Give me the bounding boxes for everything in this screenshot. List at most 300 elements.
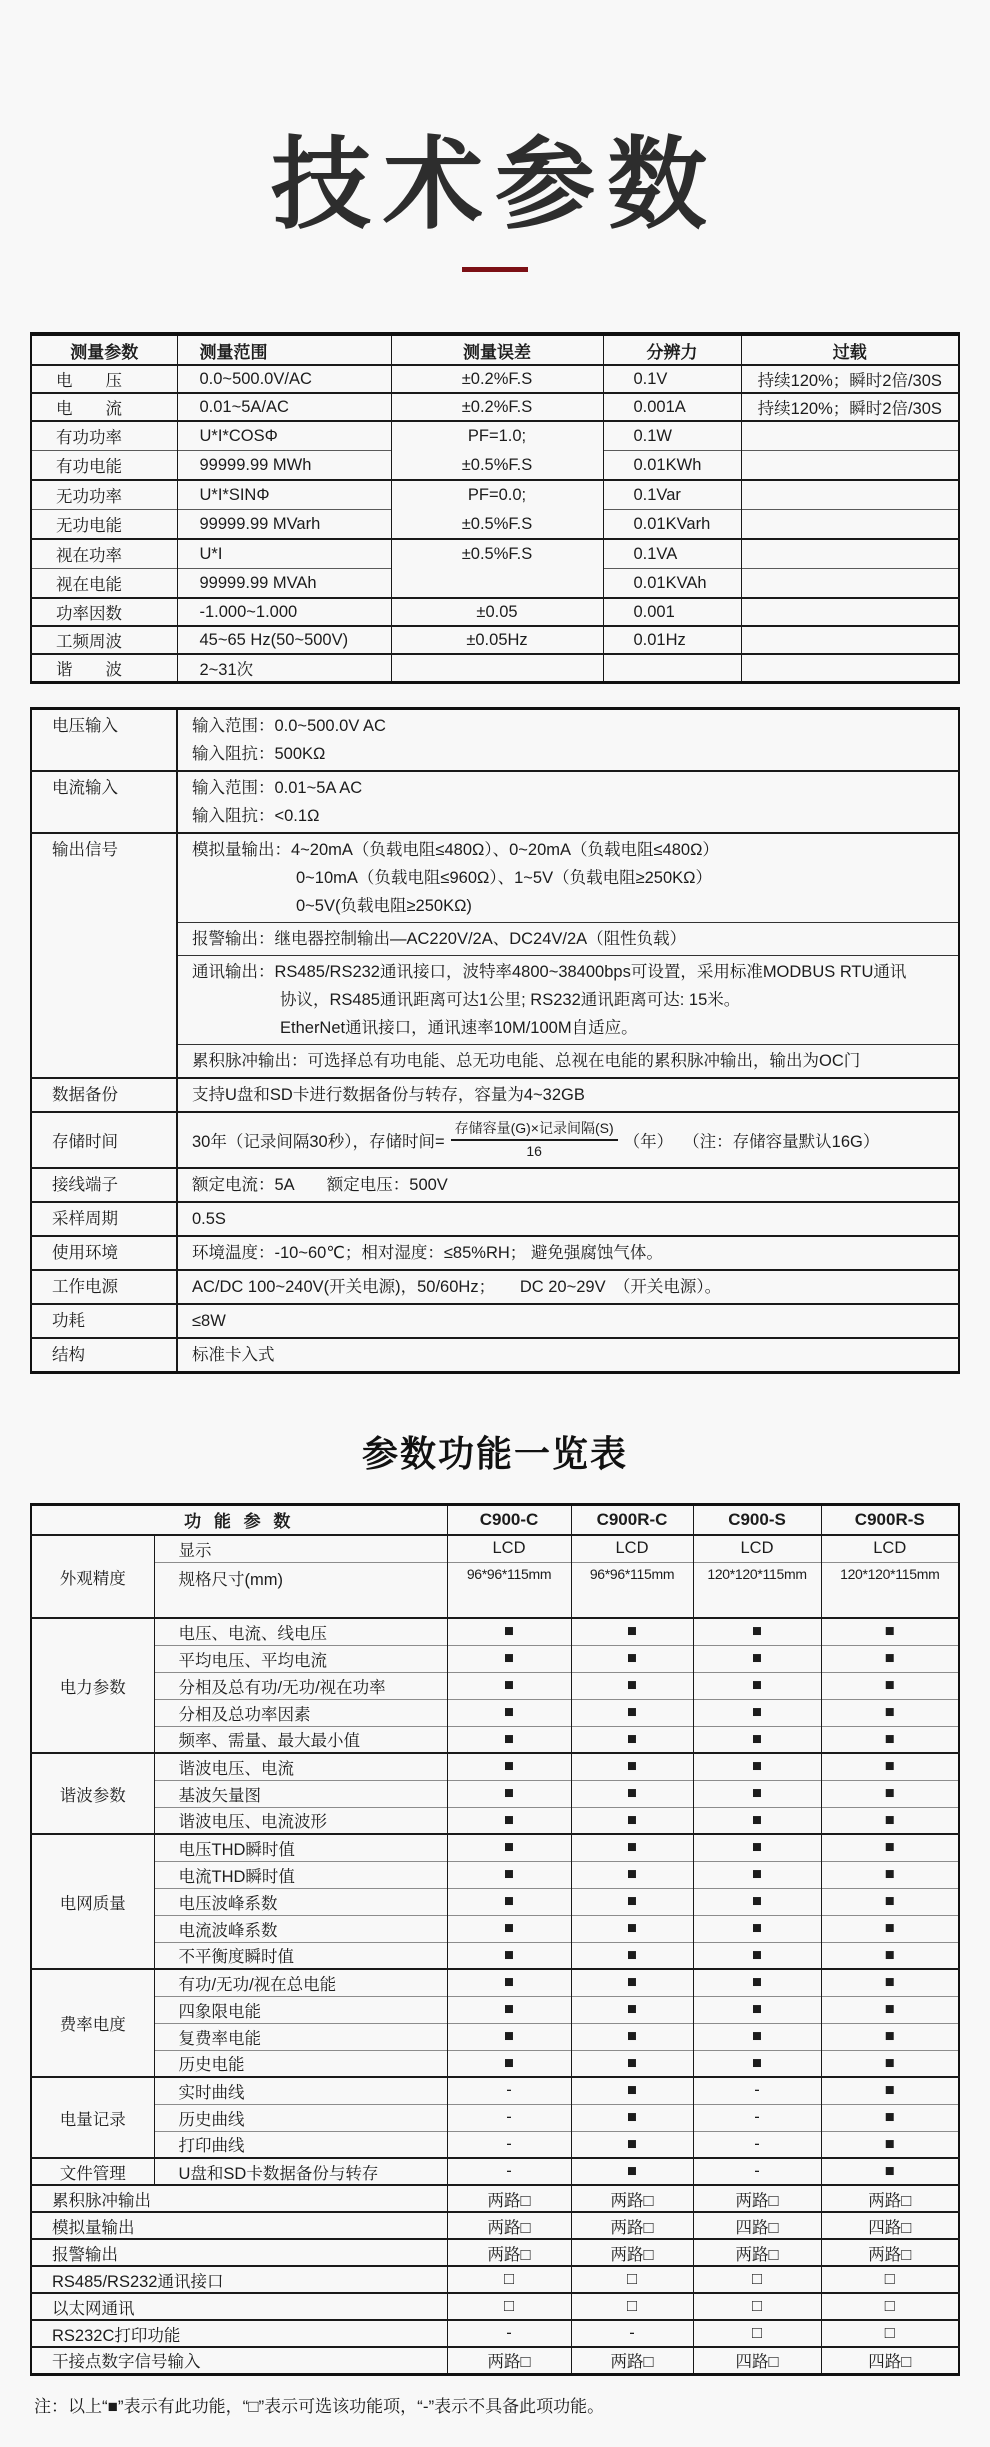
feature-value: ■ [821,1915,959,1942]
spec-cell [741,480,959,510]
feature-value: ■ [447,1915,571,1942]
io-line: 输入范围：0.01~5A AC [192,778,363,797]
io-line: 输入阻抗：500KΩ [192,744,326,763]
feature-value: LCD [821,1535,959,1562]
feature-label: 平均电压、平均电流 [154,1645,447,1672]
feature-value: ■ [447,1969,571,1996]
feature-value: □ [821,2293,959,2320]
func-row [31,2158,959,2185]
io-row-content [177,1338,959,1373]
measurement-spec-table [30,332,960,684]
spec-cell: 功率因数 [31,598,177,626]
feature-value: 96*96*115mm [571,1562,693,1618]
spec-col-header: 测量参数 [31,334,177,365]
feature-value: 两路□ [821,2239,959,2266]
storage-formula [178,1113,958,1167]
io-line: 环境温度：-10~60℃；相对湿度：≤85%RH； 避免强腐蚀气体。 [192,1243,663,1262]
spec-cell: 电 压 [31,365,177,393]
io-row-label: 工作电源 [31,1270,177,1304]
feature-value: ■ [447,1996,571,2023]
feature-value: ■ [693,1834,821,1861]
feature-value: ■ [447,1807,571,1834]
spec-row [31,598,959,626]
feature-value: ■ [693,1888,821,1915]
feature-value: - [447,2158,571,2185]
feature-label: 谐波电压、电流波形 [154,1807,447,1834]
func-row [31,2293,959,2320]
storage-prefix: 30年（记录间隔30秒），存储时间= [192,1132,445,1151]
func-row [31,1535,959,1562]
io-block [178,1339,958,1371]
io-row [31,1168,959,1202]
spec-cell: 无功电能 [31,510,177,540]
feature-value: ■ [571,1915,693,1942]
spec-cell: 0.1V [603,365,741,393]
io-row-label: 结构 [31,1338,177,1373]
spec-cell: 视在电能 [31,569,177,599]
feature-label: 打印曲线 [154,2131,447,2158]
feature-value: ■ [821,1753,959,1780]
feature-value: - [693,2077,821,2104]
io-line: EtherNet通讯接口，通讯速率10M/100M自适应。 [280,1018,638,1037]
feature-value: 两路□ [447,2347,571,2374]
feature-value: ■ [571,2023,693,2050]
feature-value: 两路□ [571,2212,693,2239]
group-label: 外观精度 [31,1535,154,1618]
feature-value: ■ [821,1834,959,1861]
io-row [31,1270,959,1304]
feature-value: 两路□ [693,2239,821,2266]
io-row-content [177,1236,959,1270]
io-row [31,1112,959,1168]
spec-row [31,421,959,451]
spec-col-header: 测量误差 [391,334,603,365]
io-block [178,1271,958,1303]
group-label: 电量记录 [31,2077,154,2158]
feature-label: 干接点数字信号输入 [31,2347,447,2374]
feature-value: ■ [693,1699,821,1726]
spec-cell: -1.000~1.000 [177,598,391,626]
fraction-numerator: 存储容量(G)×记录间隔(S) [451,1118,618,1141]
spec-col-header: 测量范围 [177,334,391,365]
feature-value: □ [571,2293,693,2320]
spec-cell [391,480,603,539]
feature-label: 实时曲线 [154,2077,447,2104]
feature-value: ■ [693,1861,821,1888]
spec-cell: 工频周波 [31,626,177,654]
feature-value: ■ [821,2131,959,2158]
spec-row [31,654,959,682]
func-row [31,1942,959,1969]
feature-value: ■ [693,1969,821,1996]
func-row [31,1753,959,1780]
footnote: 注：以上“■”表示有此功能，“□”表示可选该功能项，“-”表示不具备此项功能。 [34,2396,605,2416]
io-row-content [177,771,959,833]
feature-value: 两路□ [693,2185,821,2212]
func-row [31,2077,959,2104]
spec-row [31,480,959,510]
spec-cell-line [392,569,603,598]
feature-value: ■ [571,1672,693,1699]
feature-value: □ [693,2266,821,2293]
spec-cell: 0.01~5A/AC [177,393,391,421]
feature-value: ■ [821,1807,959,1834]
spec-cell: 2~31次 [177,654,391,682]
io-block [178,1305,958,1337]
function-comparison-table [30,1503,960,2376]
spec-header-row [31,334,959,365]
io-row-content [177,1202,959,1236]
feature-value: LCD [693,1535,821,1562]
feature-value: ■ [693,1672,821,1699]
feature-value: ■ [571,1618,693,1645]
feature-value: LCD [447,1535,571,1562]
feature-value: ■ [447,1645,571,1672]
io-row [31,1338,959,1373]
feature-value: ■ [571,2131,693,2158]
io-row [31,1236,959,1270]
model-header: C900-S [693,1504,821,1535]
feature-value: 四路□ [821,2212,959,2239]
func-row [31,1834,959,1861]
spec-cell: 0.1VA [603,539,741,569]
feature-value: ■ [571,1726,693,1753]
spec-cell: U*I [177,539,391,569]
feature-value: ■ [571,1807,693,1834]
feature-value: ■ [571,2104,693,2131]
func-row [31,1807,959,1834]
section-title: 参数功能一览表 [361,1432,628,1474]
feature-label: 电流THD瞬时值 [154,1861,447,1888]
io-row-label: 功耗 [31,1304,177,1338]
spec-cell [603,654,741,682]
spec-cell: 99999.99 MVAh [177,569,391,599]
model-header: C900-C [447,1504,571,1535]
io-line: 额定电流：5A 额定电压：500V [192,1175,448,1194]
feature-value: - [693,2158,821,2185]
feature-value: ■ [693,1753,821,1780]
feature-value: 两路□ [571,2239,693,2266]
feature-value: □ [571,2266,693,2293]
spec-cell: 有功电能 [31,451,177,481]
spec-row [31,539,959,569]
feature-value: ■ [571,1996,693,2023]
io-row-label: 数据备份 [31,1078,177,1112]
feature-value: 120*120*115mm [821,1562,959,1618]
io-row-label: 存储时间 [31,1112,177,1168]
feature-value: ■ [693,2023,821,2050]
io-block [178,1203,958,1235]
io-block [178,1044,958,1077]
group-label: 电力参数 [31,1618,154,1753]
spec-cell [741,451,959,481]
feature-value: ■ [693,1618,821,1645]
feature-label: 频率、需量、最大最小值 [154,1726,447,1753]
spec-cell: 持续120%；瞬时2倍/30S [741,393,959,421]
feature-value: ■ [693,1915,821,1942]
func-row [31,1645,959,1672]
func-row [31,1699,959,1726]
func-row [31,1996,959,2023]
spec-cell-line: PF=0.0; [467,486,527,504]
feature-label: 基波矢量图 [154,1780,447,1807]
feature-label: 以太网通讯 [31,2293,447,2320]
group-label: 电网质量 [31,1834,154,1969]
feature-value: ■ [447,1834,571,1861]
feature-value: 两路□ [447,2239,571,2266]
io-row [31,1078,959,1112]
spec-cell [741,510,959,540]
io-line: ≤8W [192,1311,226,1330]
feature-value: ■ [821,2077,959,2104]
feature-value: - [447,2077,571,2104]
page-title: 技术参数 [271,129,719,241]
spec-cell: 谐 波 [31,654,177,682]
io-line: 报警输出：继电器控制输出—AC220V/2A、DC24V/2A（阻性负载） [192,929,687,948]
func-row [31,1780,959,1807]
feature-value: ■ [821,1996,959,2023]
feature-label: 模拟量输出 [31,2212,447,2239]
io-row [31,833,959,1078]
feature-value: ■ [447,2050,571,2077]
spec-cell [391,421,603,480]
feature-value: □ [821,2266,959,2293]
spec-cell: 视在功率 [31,539,177,569]
feature-value: ■ [821,1969,959,1996]
group-label: 谐波参数 [31,1753,154,1834]
io-line: 标准卡入式 [192,1345,275,1364]
feature-value: ■ [447,2023,571,2050]
spec-cell: 99999.99 MVarh [177,510,391,540]
feature-value: - [571,2320,693,2347]
spec-cell-line: ±0.5%F.S [461,545,533,563]
feature-value: ■ [821,1942,959,1969]
spec-cell: 0.1Var [603,480,741,510]
spec-row [31,626,959,654]
feature-label: 分相及总功率因素 [154,1699,447,1726]
storage-fraction [451,1118,618,1162]
spec-col-header: 分辨力 [603,334,741,365]
spec-cell: 45~65 Hz(50~500V) [177,626,391,654]
feature-value: 两路□ [447,2185,571,2212]
feature-value: ■ [571,1888,693,1915]
model-header: C900R-C [571,1504,693,1535]
spec-cell [741,539,959,569]
feature-value: □ [693,2293,821,2320]
func-row [31,1969,959,1996]
feature-label: U盘和SD卡数据备份与转存 [154,2158,447,2185]
feature-value: ■ [821,2158,959,2185]
spec-cell: 0.001 [603,598,741,626]
io-block [178,834,958,922]
io-line: 协议，RS485通讯距离可达1公里; RS232通讯距离可达: 15米。 [280,990,741,1009]
feature-value: ■ [447,1753,571,1780]
spec-row [31,393,959,421]
io-row-content [177,1304,959,1338]
feature-value: ■ [821,1726,959,1753]
feature-label: 历史曲线 [154,2104,447,2131]
spec-cell [741,569,959,599]
feature-value: ■ [821,2023,959,2050]
io-line: AC/DC 100~240V(开关电源)，50/60Hz； DC 20~29V （开关电源）。 [192,1277,722,1296]
feature-value: ■ [571,2077,693,2104]
io-row-content [177,833,959,1078]
io-block [178,772,958,832]
feature-value: ■ [821,1645,959,1672]
io-row [31,708,959,771]
feature-value: ■ [693,1726,821,1753]
func-row [31,2185,959,2212]
func-row [31,2023,959,2050]
func-row [31,2347,959,2374]
feature-value: 两路□ [571,2185,693,2212]
feature-value: ■ [821,1618,959,1645]
spec-cell: 0.01KWh [603,451,741,481]
feature-value: ■ [571,1780,693,1807]
feature-value: ■ [447,1861,571,1888]
func-row [31,2239,959,2266]
feature-value: ■ [571,1753,693,1780]
io-row-content [177,1270,959,1304]
feature-value: ■ [693,2050,821,2077]
feature-value: ■ [821,1861,959,1888]
io-block [178,1079,958,1111]
feature-value: 96*96*115mm [447,1562,571,1618]
spec-cell: U*I*COSΦ [177,421,391,451]
feature-value: - [447,2131,571,2158]
spec-cell: U*I*SINΦ [177,480,391,510]
func-row [31,2131,959,2158]
feature-value: ■ [571,1834,693,1861]
feature-value: ■ [447,1942,571,1969]
func-row [31,1726,959,1753]
io-line: 0~5V(负载电阻≥250KΩ) [296,896,472,915]
model-header: C900R-S [821,1504,959,1535]
feature-label: 报警输出 [31,2239,447,2266]
feature-value: - [447,2104,571,2131]
feature-value: ■ [693,1807,821,1834]
feature-value: □ [821,2320,959,2347]
io-line: 通讯输出：RS485/RS232通讯接口，波特率4800~38400bps可设置，采用标准MODBUS RTU通讯 [192,962,907,981]
io-line: 0~10mA（负载电阻≤960Ω）、1~5V（负载电阻≥250KΩ） [296,868,713,887]
spec-cell-line: PF=1.0; [467,427,527,445]
io-row-label: 输出信号 [31,833,177,1078]
func-row [31,1618,959,1645]
feature-value: 四路□ [693,2347,821,2374]
feature-value: 两路□ [821,2185,959,2212]
storage-note: （注：存储容量默认16G） [683,1132,880,1151]
io-row-label: 电压输入 [31,708,177,771]
red-divider [462,267,528,272]
func-row [31,2104,959,2131]
io-line: 输入范围：0.0~500.0V AC [192,716,386,735]
feature-value: ■ [821,1672,959,1699]
feature-value: ■ [447,1780,571,1807]
feature-value: □ [693,2320,821,2347]
feature-label: 不平衡度瞬时值 [154,1942,447,1969]
feature-value: LCD [571,1535,693,1562]
func-row [31,2212,959,2239]
spec-cell: 0.0~500.0V/AC [177,365,391,393]
feature-value: - [447,2320,571,2347]
feature-value: ■ [693,1996,821,2023]
spec-cell: 0.01Hz [603,626,741,654]
feature-value: ■ [447,1618,571,1645]
spec-cell [391,654,603,682]
spec-cell: ±0.2%F.S [391,365,603,393]
feature-label: 电压波峰系数 [154,1888,447,1915]
spec-cell: 持续120%；瞬时2倍/30S [741,365,959,393]
feature-value: 120*120*115mm [693,1562,821,1618]
io-row-content [177,1168,959,1202]
io-row-label: 电流输入 [31,771,177,833]
spec-cell: 99999.99 MWh [177,451,391,481]
feature-label: 分相及总有功/无功/视在功率 [154,1672,447,1699]
io-block [178,710,958,770]
io-row [31,1304,959,1338]
feature-value: ■ [821,1780,959,1807]
spec-cell: 有功功率 [31,421,177,451]
io-line: 模拟量输出：4~20mA（负载电阻≤480Ω）、0~20mA（负载电阻≤480Ω） [192,840,719,859]
feature-value: ■ [571,1699,693,1726]
io-row [31,771,959,833]
spec-cell: 电 流 [31,393,177,421]
spec-cell: 0.001A [603,393,741,421]
io-row-content [177,1112,959,1168]
feature-value: ■ [571,1942,693,1969]
feature-label: 电流波峰系数 [154,1915,447,1942]
feature-value: ■ [571,2158,693,2185]
func-row [31,2320,959,2347]
feature-value: - [693,2104,821,2131]
io-row [31,1202,959,1236]
feature-label: 谐波电压、电流 [154,1753,447,1780]
feature-label: 电压、电流、线电压 [154,1618,447,1645]
storage-unit: （年） [623,1132,674,1151]
feature-value: ■ [571,1861,693,1888]
func-row [31,1672,959,1699]
feature-value: ■ [821,1888,959,1915]
spec-cell [741,626,959,654]
spec-cell: ±0.05Hz [391,626,603,654]
io-block [178,1237,958,1269]
spec-cell: ±0.05 [391,598,603,626]
feature-value: ■ [821,2050,959,2077]
feature-value: - [693,2131,821,2158]
group-label: 文件管理 [31,2158,154,2185]
spec-cell: 0.1W [603,421,741,451]
io-line: 累积脉冲输出：可选择总有功电能、总无功电能、总视在电能的累积脉冲输出，输出为OC门 [192,1051,861,1070]
feature-value: ■ [821,1699,959,1726]
feature-value: 四路□ [821,2347,959,2374]
spec-cell-line: ±0.5%F.S [461,514,533,533]
feature-value: ■ [571,1645,693,1672]
spec-cell [741,421,959,451]
io-row-label: 采样周期 [31,1202,177,1236]
fraction-denominator: 16 [526,1142,542,1159]
spec-cell: ±0.2%F.S [391,393,603,421]
spec-cell: 0.01KVarh [603,510,741,540]
group-label: 费率电度 [31,1969,154,2077]
feature-label: 历史电能 [154,2050,447,2077]
feature-value: ■ [571,1969,693,1996]
io-row-label: 使用环境 [31,1236,177,1270]
io-block [178,955,958,1044]
io-line: 0.5S [192,1209,226,1228]
io-line: 支持U盘和SD卡进行数据备份与转存，容量为4~32GB [192,1085,585,1104]
feature-label: RS232C打印功能 [31,2320,447,2347]
feature-label: 复费率电能 [154,2023,447,2050]
